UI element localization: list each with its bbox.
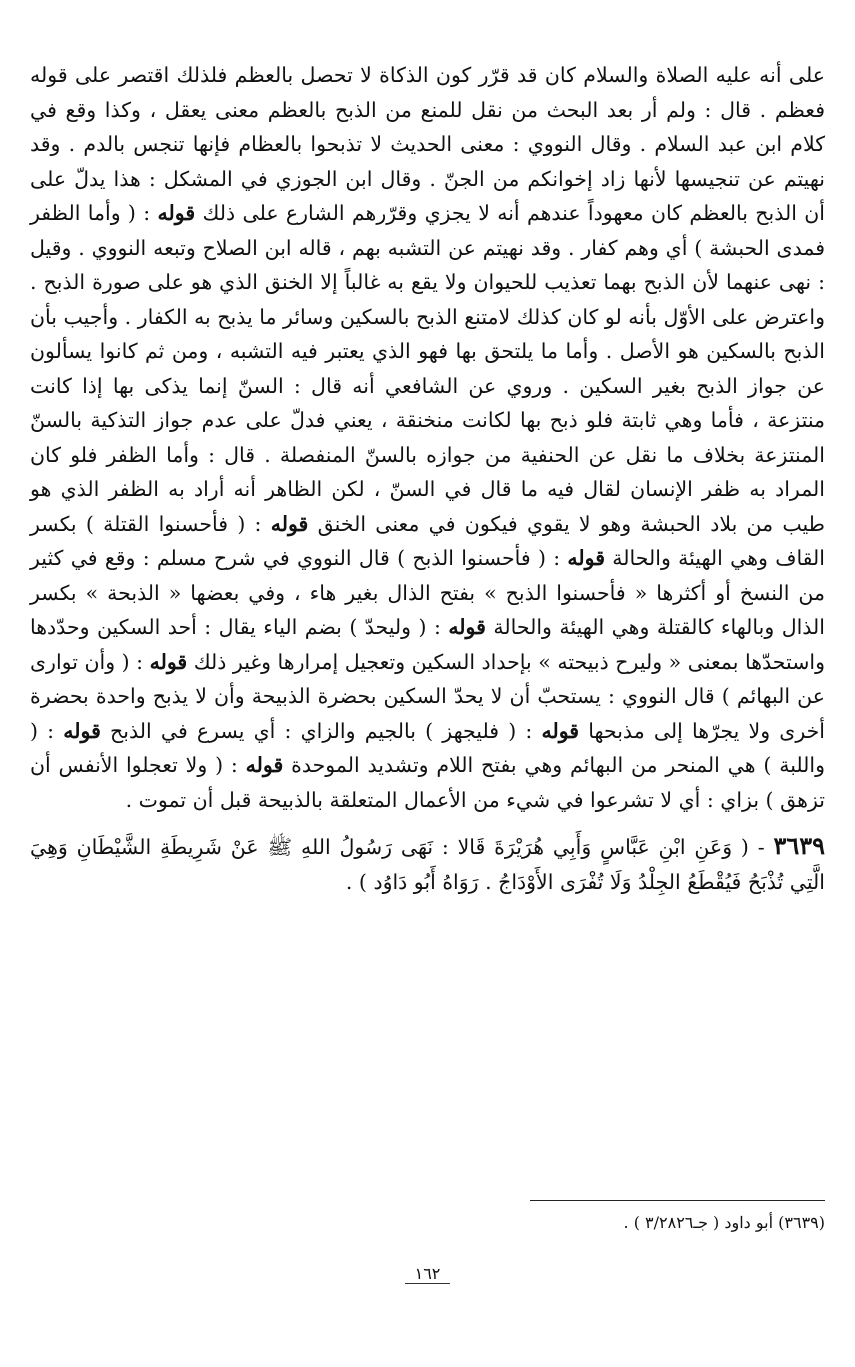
commentary-part-1: على أنه عليه الصلاة والسلام كان قد قرّر كون الذكاة لا تحصل بالعظم فلذلك اقتصر على قوله فعظم . قال : ولم أر بعد البحث من نقل للمنع من الذبح بالعظم معنى يعقل ، وكذا وقع في كلام ابن عبد السلام . وقال النووي : معنى الحديث لا تذبحوا بالعظام فإنها تنجس بالدم . وقد نهيتم عن تنجيسها لأنها زاد إخوانكم من الجنّ . وقال ابن الجوزي في المشكل : هذا يدلّ على أن الذبح بالعظم كان معهوداً عندهم أنه لا يجزي وقرّرهم الشارع على ذلك [30, 63, 825, 225]
commentary-part-6: : ( وأن توارى عن البهائم ) قال النووي : يستحبّ أن لا يحدّ السكين بحضرة الذبيحة وأن لا يذبح واحدة بحضرة أخرى ولا يجرّها إلى مذبحها [30, 649, 826, 743]
commentary-part-8: : ( واللبة ) هي المنحر من البهائم وهي بفتح اللام وتشديد الموحدة [30, 718, 826, 777]
commentary-part-7: : ( فليجهز ) بالجيم والزاي : أي يسرع في الذبح [100, 718, 542, 743]
commentary-part-3: : ( فأحسنوا القتلة ) بكسر القاف وهي الهيئة والحالة [30, 511, 825, 570]
hadith-paragraph [30, 829, 825, 899]
hadith-number: ٣٦٣٩ [773, 831, 825, 860]
commentary-text [30, 58, 825, 817]
footnote-divider [530, 1200, 825, 1201]
keyword-qawluh: قوله [63, 718, 101, 743]
commentary-part-2: : ( وأما الظفر فمدى الحبشة ) أي وهم كفار . وقد نهيتم عن التشبه بهم ، قاله ابن الصلاح وتبعه النووي . وقيل : نهى عنهما لأن الذبح بهما تعذيب للحيوان ولا يقع به غالباً إلا الخنق الذي هو على صورة الذبح . واعترض على الأوّل بأنه لو كان كذلك لامتنع الذبح بالسكين وسائر ما يذبح به الكفار . وأجيب بأن الذبح بالسكين هو الأصل . وأما ما يلتحق بها فهو الذي يعتبر فيه التشبه ، ومن ثم كانوا يسألون عن جواز الذبح بغير السكين . وروي عن الشافعي أنه قال : السنّ إنما يذكى بها إذا كانت منتزعة ، فأما وهي ثابتة فلو ذبح بها لكانت منخنقة ، يعني فدلّ على عدم جواز التذكية بالسنّ المنتزعة بخلاف ما نقل عن الحنفية من جوازه بالسنّ المنفصلة . قال : وأما الظفر فلو كان المراد به ظفر الإنسان لقال فيه ما قال في السنّ ، لكن الظاهر أنه أراد به الظفر الذي هو طيب من بلاد الحبشة وهو لا يقوي فيكون في معنى الخنق [30, 201, 825, 536]
page-body [30, 58, 825, 899]
keyword-qawluh: قوله [270, 511, 309, 536]
keyword-qawluh: قوله [149, 649, 188, 674]
commentary-part-5: : ( وليحدّ ) بضم الياء يقال : أحد السكين وحدّدها واستحدّها بمعنى « وليرح ذبيحته » بإحداد السكين وتعجيل إمرارها وغير ذلك [30, 615, 825, 674]
page-number [0, 1264, 855, 1283]
keyword-qawluh: قوله [448, 615, 486, 639]
footnote: (٣٦٣٩) أبو داود ( جـ٣/٢٨٢٦ ) . [623, 1213, 825, 1232]
hadith-text: - ( وَعَنِ ابْنِ عَبَّاسٍ وَأَبِي هُرَيْرَةَ قَالا : نَهَى رَسُولُ اللهِ ﷺ عَنْ شَرِيطَةِ الشَّيْطَانِ وَهِيَ الَّتِي تُذْبَحُ فَيُقْطَعُ الجِلْدُ وَلَا تُفْرَى الأَوْدَاجُ . رَوَاهُ أَبُو دَاوُد ) . [30, 835, 825, 894]
keyword-qawluh: قوله [541, 718, 580, 743]
page-number-text: ١٦٢ [405, 1264, 451, 1284]
keyword-qawluh: قوله [157, 201, 196, 225]
keyword-qawluh: قوله [245, 753, 284, 777]
commentary-part-9: : ( ولا تعجلوا الأنفس أن تزهق ) بزاي : أي لا تشرعوا في شيء من الأعمال المتعلقة بالذبيحة قبل أن تموت . [30, 753, 825, 812]
keyword-qawluh: قوله [567, 546, 606, 570]
commentary-part-4: : ( فأحسنوا الذبح ) قال النووي في شرح مسلم : وقع في كثير من النسخ أو أكثرها « فأحسنوا الذبح » بفتح الذال بغير هاء ، وفي بعضها « الذبحة » بكسر الذال وبالهاء كالقتلة وهي الهيئة والحالة [30, 546, 825, 639]
